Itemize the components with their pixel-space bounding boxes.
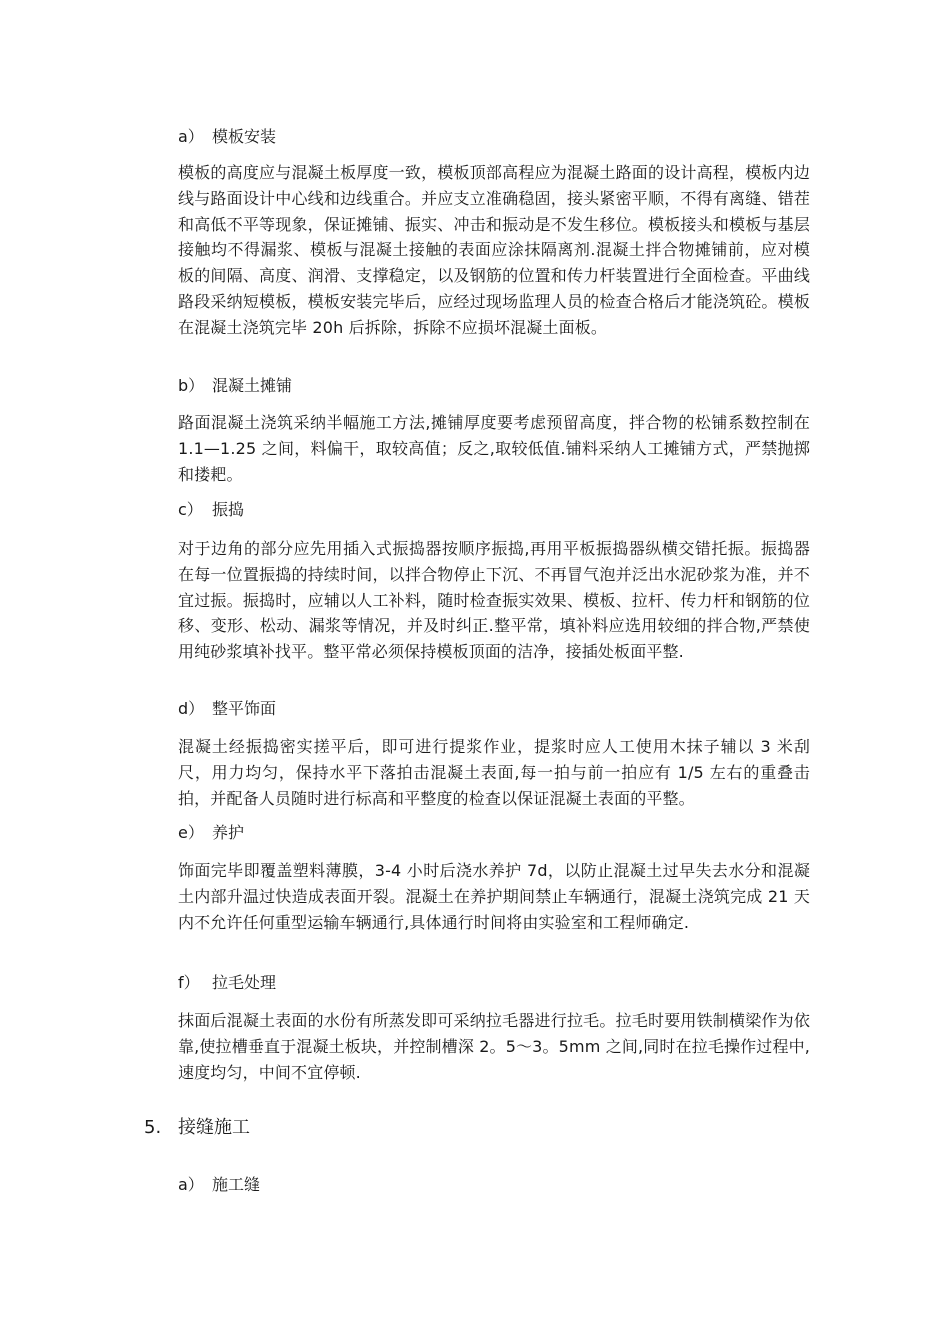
paragraph-paving: 路面混凝土浇筑采纳半幅施工方法,摊铺厚度要考虑预留高度，拌合物的松铺系数控制在 1.1—1.25 之间，料偏干，取较高值；反之,取较低值.铺料采纳人工摊铺方式，严禁抛掷和搂耙。 xyxy=(178,413,810,484)
subheading-title: 混凝土摊铺 xyxy=(212,376,293,395)
subheading-finishing xyxy=(178,699,276,719)
subheading-title: 拉毛处理 xyxy=(212,973,277,992)
list-marker: a） xyxy=(178,1175,204,1194)
paragraph-vibration: 对于边角的部分应先用插入式振捣器按顺序振捣,再用平板振捣器纵横交错托振。振捣器在每一位置振捣的持续时间，以拌合物停止下沉、不再冒气泡并泛出水泥砂浆为准，并不宜过振。振捣时，应辅以人工补料，随时检查振实效果、模板、拉杆、传力杆和钢筋的位移、变形、松动、漏浆等情况，并及时纠正.整平常，填补料应选用较细的拌合物,严禁使用纯砂浆填补找平。整平常必须保持模板顶面的洁净，接插处板面平整. xyxy=(178,539,810,662)
subheading-title: 模板安装 xyxy=(212,127,277,146)
subheading-paving xyxy=(178,376,292,396)
list-marker: a） xyxy=(178,127,204,146)
subheading-texturing xyxy=(178,973,276,993)
subheading-title: 施工缝 xyxy=(212,1175,261,1194)
section-heading-joints xyxy=(144,1117,250,1139)
list-marker: c） xyxy=(178,500,203,519)
section-number: 5. xyxy=(144,1117,162,1138)
subheading-vibration xyxy=(178,500,244,520)
list-marker: e） xyxy=(178,823,204,842)
list-marker: f） xyxy=(178,973,200,992)
paragraph-formwork: 模板的高度应与混凝土板厚度一致，模板顶部高程应为混凝土路面的设计高程，模板内边线与路面设计中心线和边线重合。并应支立准确稳固，接头紧密平顺，不得有离缝、错茬和高低不平等现象，保证摊铺、振实、冲击和振动是不发生移位。模板接头和模板与基层接触均不得漏浆、模板与混凝土接触的表面应涂抹隔离剂.混凝土拌合物摊铺前，应对模板的间隔、高度、润滑、支撑稳定，以及钢筋的位置和传力杆装置进行全面检查。平曲线路段采纳短模板，模板安装完毕后，应经过现场监理人员的检查合格后才能浇筑砼。模板在混凝土浇筑完毕 20h 后拆除，拆除不应损坏混凝土面板。 xyxy=(178,163,810,337)
subheading-title: 养护 xyxy=(212,823,245,842)
section-title: 接缝施工 xyxy=(178,1117,250,1138)
subheading-title: 振捣 xyxy=(212,500,245,519)
subheading-construction-joint xyxy=(178,1175,260,1195)
paragraph-texturing: 抹面后混凝土表面的水份有所蒸发即可采纳拉毛器进行拉毛。拉毛时要用铁制横梁作为依靠,使拉槽垂直于混凝土板块，并控制槽深 2。5～3。5mm 之间,同时在拉毛操作过程中,速度均匀，中间不宜停顿. xyxy=(178,1011,810,1082)
subheading-formwork xyxy=(178,127,276,147)
subheading-title: 整平饰面 xyxy=(212,699,277,718)
paragraph-curing: 饰面完毕即覆盖塑料薄膜，3-4 小时后浇水养护 7d，以防止混凝土过早失去水分和混凝土内部升温过快造成表面开裂。混凝土在养护期间禁止车辆通行，混凝土浇筑完成 21 天内不允许任何重型运输车辆通行,具体通行时间将由实验室和工程师确定. xyxy=(178,861,810,932)
paragraph-finishing: 混凝土经振捣密实搓平后，即可进行提浆作业，提浆时应人工使用木抹子辅以 3 米刮尺，用力均匀，保持水平下落拍击混凝土表面,每一拍与前一拍应有 1/5 左右的重叠击拍，并配备人员随时进行标高和平整度的检查以保证混凝土表面的平整。 xyxy=(178,737,810,808)
list-marker: d） xyxy=(178,699,205,718)
list-marker: b） xyxy=(178,376,205,395)
subheading-curing xyxy=(178,823,244,843)
